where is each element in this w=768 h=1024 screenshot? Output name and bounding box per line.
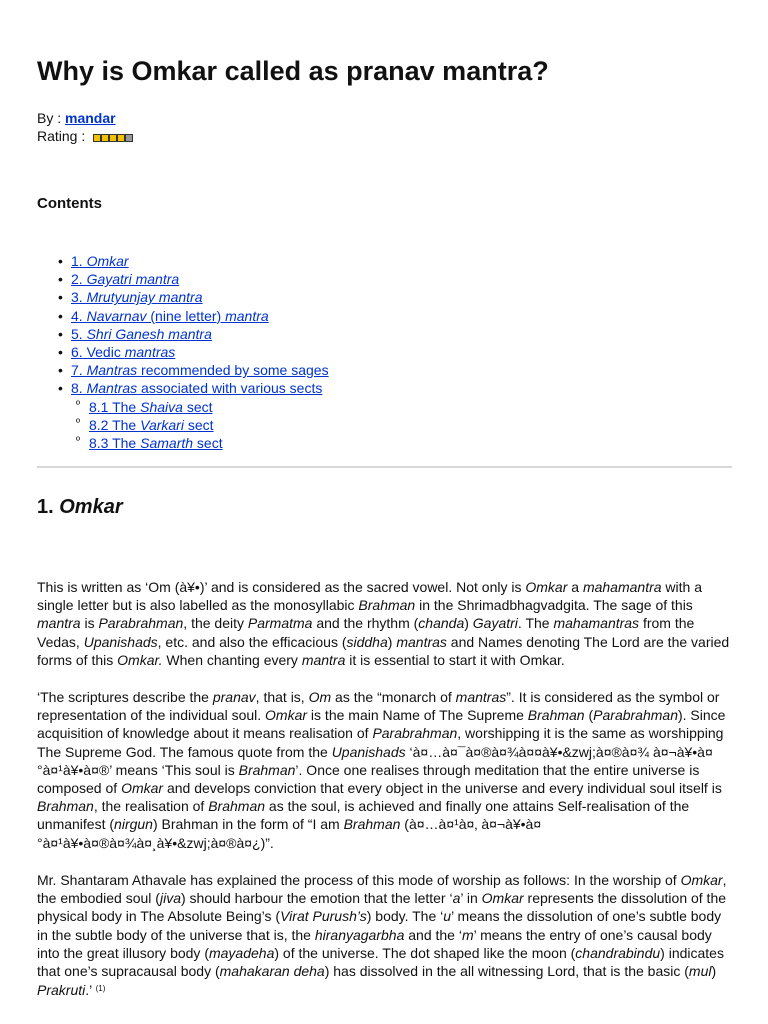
text-run: Omkar <box>265 707 308 724</box>
text-run: Omkar <box>121 780 164 797</box>
toc-item <box>37 379 329 397</box>
text-run: m <box>461 926 474 943</box>
text-run: ”. It is considered as the symbol or representation of the individual soul. <box>37 689 720 724</box>
text-run: as the “monarch of <box>331 689 456 705</box>
text-run: mayadeha <box>208 944 275 961</box>
toc-item <box>37 325 329 343</box>
text-run: Brahman <box>343 816 401 833</box>
text-run: mantra <box>301 651 346 668</box>
text-run: mantra <box>37 615 81 632</box>
toc-number: 8. <box>71 380 87 397</box>
toc-item <box>37 288 329 306</box>
toc-link[interactable] <box>71 326 212 342</box>
contents-heading: Contents <box>37 195 102 212</box>
text-run: Mr. Shantaram Athavale has explained the process of this mode of worship as follows: In the worship of <box>37 872 681 888</box>
text-run: Omkar <box>481 890 524 907</box>
text-run: mahamantras <box>553 615 640 632</box>
text-run: ) <box>711 963 717 980</box>
section-heading <box>37 496 123 519</box>
text-run: , the deity <box>183 615 248 632</box>
star-filled-icon <box>93 134 101 142</box>
by-label: By : <box>37 110 66 126</box>
toc-item <box>37 434 329 452</box>
toc-text: associated with various sects <box>137 380 323 397</box>
toc-text: mantras <box>124 343 176 360</box>
author-line <box>37 109 133 127</box>
text-run: (à¤…à¤¹à¤‚ à¤¬à¥•à¤°à¤¹à¥•à¤®à¤¾à¤¸à¥•&zwj;à¤®à¤¿)”. <box>37 816 542 851</box>
text-run: ) <box>387 633 397 650</box>
text-run: in the Shrimadbhagvadgita. The sage of this <box>415 597 693 614</box>
toc-item <box>37 416 329 434</box>
text-run: ) indicates that one’s supracausal body ( <box>37 944 724 980</box>
toc-number: 8.2 The <box>89 416 141 433</box>
toc-link[interactable] <box>71 271 179 287</box>
text-run: mantras <box>455 689 507 705</box>
toc-number: 8.1 The <box>89 398 141 415</box>
toc-text: Omkar <box>86 253 129 269</box>
toc-number: 8.3 The <box>89 434 141 451</box>
text-run: ). Since acquisition of knowledge about it means realisation of <box>37 707 726 742</box>
text-run: is the main Name of The Supreme <box>307 707 528 724</box>
toc-text: Mrutyunjay mantra <box>86 289 203 306</box>
toc-link[interactable] <box>71 362 329 378</box>
text-run: Parabrahman <box>593 707 678 724</box>
text-run: .’ <box>85 982 96 999</box>
table-of-contents <box>37 252 329 452</box>
text-run: hiranyagarbha <box>314 926 405 943</box>
toc-item <box>37 270 329 288</box>
text-run: Parabrahman <box>372 725 458 742</box>
footnote-ref: (1) <box>95 984 106 994</box>
toc-item <box>37 398 329 416</box>
section-divider <box>37 466 732 468</box>
toc-number: 7. <box>71 362 87 379</box>
toc-text: Navarnav <box>86 307 147 324</box>
toc-text: Gayatri mantra <box>86 271 180 288</box>
text-run: Prakruti <box>37 982 86 999</box>
toc-link[interactable] <box>71 253 129 269</box>
section-title: Omkar <box>59 496 123 518</box>
text-run: mul <box>688 963 712 980</box>
section-number: 1. <box>37 496 60 518</box>
text-run: and the rhythm ( <box>312 615 419 632</box>
toc-text: mantra <box>225 307 269 324</box>
toc-number: 6. <box>71 343 87 360</box>
text-run: , worshipping it is the same as worshipping The Supreme God. The famous quote from the <box>37 725 724 760</box>
toc-text: sect <box>182 398 213 415</box>
toc-text: sect <box>193 434 223 451</box>
text-run: nirgun <box>114 816 153 833</box>
toc-link[interactable] <box>89 417 214 433</box>
toc-number: 5. <box>71 325 87 342</box>
text-run: ’ in <box>460 890 482 907</box>
toc-link[interactable] <box>71 308 269 324</box>
text-run: Brahman <box>358 597 416 614</box>
text-run: jiva <box>159 890 181 907</box>
text-run: This is written as ‘Om (à¥•)’ and is considered as the sacred vowel. Not only is <box>37 579 526 595</box>
text-run: Upanishads <box>83 633 158 650</box>
text-run: Brahman <box>238 761 296 778</box>
toc-number: 1. <box>71 253 87 269</box>
text-run: siddha <box>346 633 388 650</box>
text-run: chanda <box>418 615 465 632</box>
text-run: it is essential to start it with Omkar. <box>345 651 565 668</box>
text-run: Brahman <box>37 798 94 815</box>
toc-text: Mantras <box>86 362 138 379</box>
text-run: ) body. The ‘ <box>366 908 444 925</box>
rating-label: Rating : <box>37 128 90 144</box>
toc-item <box>37 361 329 379</box>
page-title: Why is Omkar called as pranav mantra? <box>37 56 549 86</box>
article-meta <box>37 109 133 146</box>
toc-text: Samarth <box>140 434 194 451</box>
text-run: Omkar. <box>117 651 163 668</box>
text-run: , that is, <box>255 689 309 705</box>
text-run: , the realisation of <box>93 798 209 815</box>
text-run: ’. Once one realises through meditation that the entire universe is composed of <box>37 761 700 797</box>
text-run: ) has dissolved in the all witnessing Lord, that is the basic ( <box>324 963 689 980</box>
text-run: Virat Purush’s <box>280 908 367 925</box>
rating-line <box>37 127 133 146</box>
toc-link[interactable] <box>71 380 322 396</box>
text-run: Parabrahman <box>98 615 184 632</box>
text-run: Brahman <box>208 798 266 815</box>
text-run: as the soul, is achieved and finally one attains Self-realisation of the unmanifest ( <box>37 798 690 833</box>
star-filled-icon <box>101 134 109 142</box>
text-run: and the ‘ <box>404 926 462 943</box>
toc-text: sect <box>183 416 214 433</box>
toc-text: Varkari <box>140 416 184 433</box>
text-run: mahamantra <box>582 579 662 595</box>
text-run: When chanting every <box>162 651 302 668</box>
text-run: , the embodied soul ( <box>37 872 727 907</box>
toc-link[interactable] <box>71 344 175 360</box>
toc-text: Shaiva <box>140 398 183 415</box>
text-run: ‘à¤…à¤¯à¤®à¤¾à¤¤à¥•&zwj;à¤®à¤¾ à¤¬à¥•à¤°à¤¹à¥•à¤®’ means ‘This soul is <box>37 743 713 778</box>
text-run: u <box>443 908 452 925</box>
text-run: ) of the universe. The dot shaped like the moon ( <box>274 944 576 961</box>
toc-number: 2. <box>71 271 87 288</box>
text-run: ) Brahman in the form of “I am <box>152 816 344 833</box>
text-run: and Names denoting The Lord are the varied forms of this <box>37 633 730 668</box>
text-run: ) should harbour the emotion that the letter ‘ <box>180 890 453 907</box>
toc-item <box>37 343 329 361</box>
text-run: is <box>80 615 99 632</box>
text-run: ’ means the dissolution of one’s subtle body in the subtle body of the universe that is, the <box>37 908 722 943</box>
star-empty-icon <box>125 134 133 142</box>
text-run: a <box>452 890 461 907</box>
text-run: ’ means the entry of one’s causal body into the great illusory body ( <box>37 926 712 961</box>
toc-link[interactable] <box>89 435 223 451</box>
text-run: , etc. and also the efficacious ( <box>157 633 347 650</box>
text-run: and develops conviction that every object in the universe and every individual soul itself is <box>163 780 722 797</box>
toc-item <box>37 307 329 325</box>
text-run: Brahman <box>527 707 585 724</box>
text-run: Omkar <box>525 579 568 595</box>
toc-text: Mantras <box>86 380 138 397</box>
paragraph-3 <box>37 871 732 999</box>
text-run: . The <box>517 615 554 632</box>
text-run: from the Vedas, <box>37 615 695 650</box>
paragraph-2 <box>37 688 732 852</box>
paragraph-1 <box>37 578 732 669</box>
toc-link[interactable] <box>71 289 203 305</box>
star-filled-icon <box>117 134 125 142</box>
toc-text: Shri Ganesh mantra <box>86 325 212 342</box>
text-run: mantras <box>396 633 447 650</box>
toc-text: recommended by some sages <box>137 362 329 379</box>
text-run: ‘The scriptures describe the <box>37 689 213 705</box>
text-run: pranav <box>212 689 256 705</box>
text-run: Om <box>308 689 332 705</box>
toc-text: (nine letter) <box>146 307 226 324</box>
text-run: a <box>567 579 583 595</box>
text-run: with a single letter but is also labelled as the monosyllabic <box>37 579 702 614</box>
toc-text: Vedic <box>86 343 125 360</box>
star-filled-icon <box>109 134 117 142</box>
text-run: ) <box>464 615 473 632</box>
text-run: ( <box>584 707 594 724</box>
toc-number: 3. <box>71 289 87 306</box>
rating-stars <box>93 128 133 146</box>
text-run: Parmatma <box>247 615 313 632</box>
toc-link[interactable] <box>89 399 213 415</box>
text-run: chandrabindu <box>575 944 661 961</box>
text-run: Omkar <box>680 872 723 888</box>
text-run: Gayatri <box>472 615 518 632</box>
author-link[interactable]: mandar <box>65 110 116 126</box>
text-run: Upanishads <box>331 743 406 760</box>
text-run: represents the dissolution of the physical body in The Absolute Being’s ( <box>37 890 727 925</box>
toc-number: 4. <box>71 307 87 324</box>
toc-item <box>37 252 329 270</box>
text-run: mahakaran deha <box>219 963 325 980</box>
